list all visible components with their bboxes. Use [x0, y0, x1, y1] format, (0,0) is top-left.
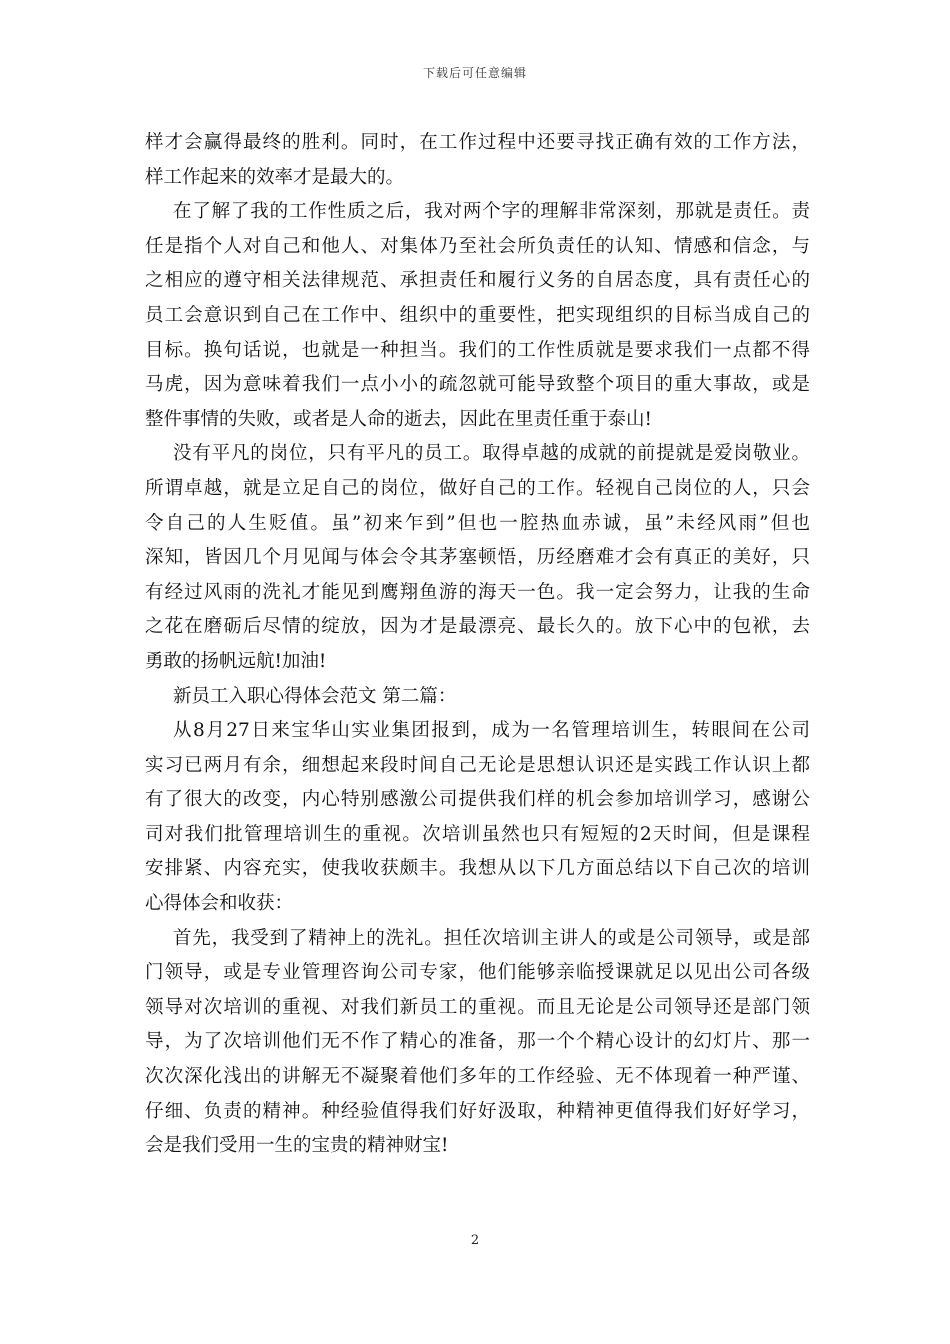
text-line: 员工会意识到自己在工作中、组织中的重要性，把实现组织的目标当成自己的: [145, 304, 810, 326]
document-body: [145, 126, 810, 1164]
text-line: 样工作起来的效率才是最大的。: [145, 166, 405, 188]
page-number: 2: [470, 1233, 480, 1248]
text-line: 所谓卓越，就是立足自己的岗位，做好自己的工作。轻视自己岗位的人，只会: [145, 477, 810, 499]
text-line: 目标。换句话说，也就是一种担当。我们的工作性质就是要求我们一点都不得: [145, 339, 810, 361]
paragraph-first-line: 首先，我受到了精神上的洗礼。担任次培训主讲人的或是公司领导，或是部: [173, 927, 810, 949]
text-line: 会是我们受用一生的宝贵的精神财宝!: [145, 1135, 449, 1157]
text-line: 仔细、负责的精神。种经验值得我们好好汲取，种精神更值得我们好好学习，: [145, 1100, 810, 1122]
text-line: 领导对次培训的重视、对我们新员工的重视。而且无论是公司领导还是部门领: [145, 996, 810, 1018]
text-line: 实习已两月有余，细想起来段时间自己无论是思想认识还是实践工作认识上都: [145, 754, 810, 776]
text-line: 样才会赢得最终的胜利。同时，在工作过程中还要寻找正确有效的工作方法，: [145, 132, 810, 153]
text-line: 门领导，或是专业管理咨询公司专家，他们能够亲临授课就足以见出公司各级: [145, 962, 810, 984]
paragraph-first-line: 在了解了我的工作性质之后，我对两个字的理解非常深刻，那就是责任。责: [173, 201, 810, 223]
text-line: 司对我们批管理培训生的重视。次培训虽然也只有短短的2天时间，但是课程: [145, 823, 810, 845]
text-line: 勇敢的扬帆远航!加油!: [145, 650, 327, 672]
text-line: 有经过风雨的洗礼才能见到鹰翔鱼游的海天一色。我一定会努力，让我的生命: [145, 581, 810, 603]
text-line: 任是指个人对自己和他人、对集体乃至社会所负责任的认知、情感和信念，与: [145, 235, 810, 257]
text-line: 深知，皆因几个月见闻与体会令其茅塞顿悟，历经磨难才会有真正的美好，只: [145, 547, 810, 569]
text-line: 马虎，因为意味着我们一点小小的疏忽就可能导致整个项目的重大事故，或是: [145, 374, 810, 396]
text-line: 心得体会和收获：: [145, 893, 294, 915]
text-line: 次次深化浅出的讲解无不凝聚着他们多年的工作经验、无不体现着一种严谨、: [145, 1066, 810, 1088]
text-line: 整件事情的失败，或者是人命的逝去，因此在里责任重于泰山!: [145, 408, 652, 430]
paragraph-first-line: 没有平凡的岗位，只有平凡的员工。取得卓越的成就的前提就是爱岗敬业。: [173, 443, 810, 465]
text-line: 之相应的遵守相关法律规范、承担责任和履行义务的自居态度，具有责任心的: [145, 270, 810, 292]
text-line: 令自己的人生贬值。虽”初来乍到”但也一腔热血赤诚，虽”未经风雨”但也: [145, 512, 810, 534]
section-heading: 新员工入职心得体会范文 第二篇：: [173, 685, 457, 707]
text-line: 之花在磨砺后尽情的绽放，因为才是最漂亮、最长久的。放下心中的包袱，去: [145, 616, 810, 638]
text-line: 有了很大的改变，内心特别感激公司提供我们样的机会参加培训学习，感谢公: [145, 789, 810, 811]
paragraph-first-line: 从8月27日来宝华山实业集团报到，成为一名管理培训生，转眼间在公司: [173, 720, 810, 742]
page-header: 下载后可任意编辑: [422, 66, 527, 80]
text-line: 导，为了次培训他们无不作了精心的准备，那一个个精心设计的幻灯片、那一: [145, 1031, 810, 1053]
text-line: 安排紧、内容充实，使我收获颇丰。我想从以下几方面总结以下自己次的培训: [145, 858, 810, 880]
